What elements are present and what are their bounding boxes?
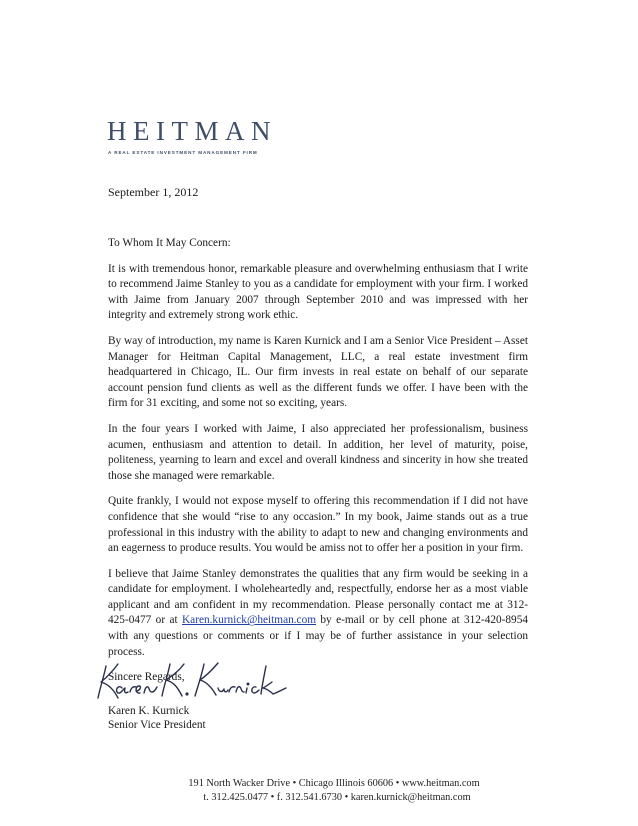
letter-date: September 1, 2012 — [108, 185, 199, 199]
email-link[interactable]: Karen.kurnick@heitman.com — [182, 614, 317, 627]
body-paragraph-4: Quite frankly, I would not expose myself to offering this recommendation if I did not have confidence that she would “rise to any occasion.” In my book, Jaime stands out as a true professional in this industry with the ability to adapt to new and changing environments and an eagerness to produce results. You would be amiss not to offer her a position in your firm. — [108, 495, 528, 555]
company-logo — [107, 118, 277, 155]
paragraph-text-before-email: I believe that Jaime Stanley demonstrates the qualities that any firm would be seeking in a candidate for employment. I wholeheartedly and, respectfully, endorse her as a most viable applicant and am confident in my recommendation. Please personally contact me at 312-425-0477 or at — [108, 567, 528, 627]
closing: Sincere Regards, — [108, 671, 185, 684]
body-paragraph-1: It is with tremendous honor, remarkable pleasure and overwhelming enthusiasm that I write to recommend Jaime Stanley to you as a candidate for employment with your firm. I worked with Jaime from January 2007 through September 2010 and was impressed with her integrity and extremely strong work ethic. — [108, 262, 528, 322]
logo-tagline: A REAL ESTATE INVESTMENT MANAGEMENT FIRM — [108, 150, 258, 155]
body-paragraph-2: By way of introduction, my name is Karen Kurnick and I am a Senior Vice President – Asset Manager for Heitman Capital Management, LLC, a real estate investment firm headquartered in Chicago, IL. Our firm invests in real estate on behalf of our separate account pension fund clients as well as the different funds we offer. I have been with the firm for 31 exciting, and some not so exciting, years. — [108, 334, 528, 410]
body-paragraph-5 — [108, 567, 528, 661]
handwritten-signature — [92, 658, 292, 704]
footer-address: 191 North Wacker Drive • Chicago Illinois 60606 • www.heitman.com — [188, 778, 480, 789]
signer-title: Senior Vice President — [108, 718, 206, 731]
footer-contact: t. 312.425.0477 • f. 312.541.6730 • karen.kurnick@heitman.com — [203, 792, 471, 803]
body-paragraph-3: In the four years I worked with Jaime, I also appreciated her professionalism, business acumen, enthusiasm and attention to detail. In addition, her level of maturity, poise, politeness, yearning to learn and excel and overall kindness and sincerity in how she treated those she managed were remarkable. — [108, 422, 528, 482]
logo-wordmark: HEITMAN — [107, 116, 277, 146]
paragraph-text-after-email: by e-mail or by cell phone at 312-420-8954 with any questions or comments or if I may be of further assistance in your selection process. — [108, 614, 528, 658]
signer-block — [108, 705, 206, 732]
letter-body — [108, 236, 528, 696]
signer-name: Karen K. Kurnick — [108, 705, 190, 717]
salutation: To Whom It May Concern: — [108, 237, 231, 249]
